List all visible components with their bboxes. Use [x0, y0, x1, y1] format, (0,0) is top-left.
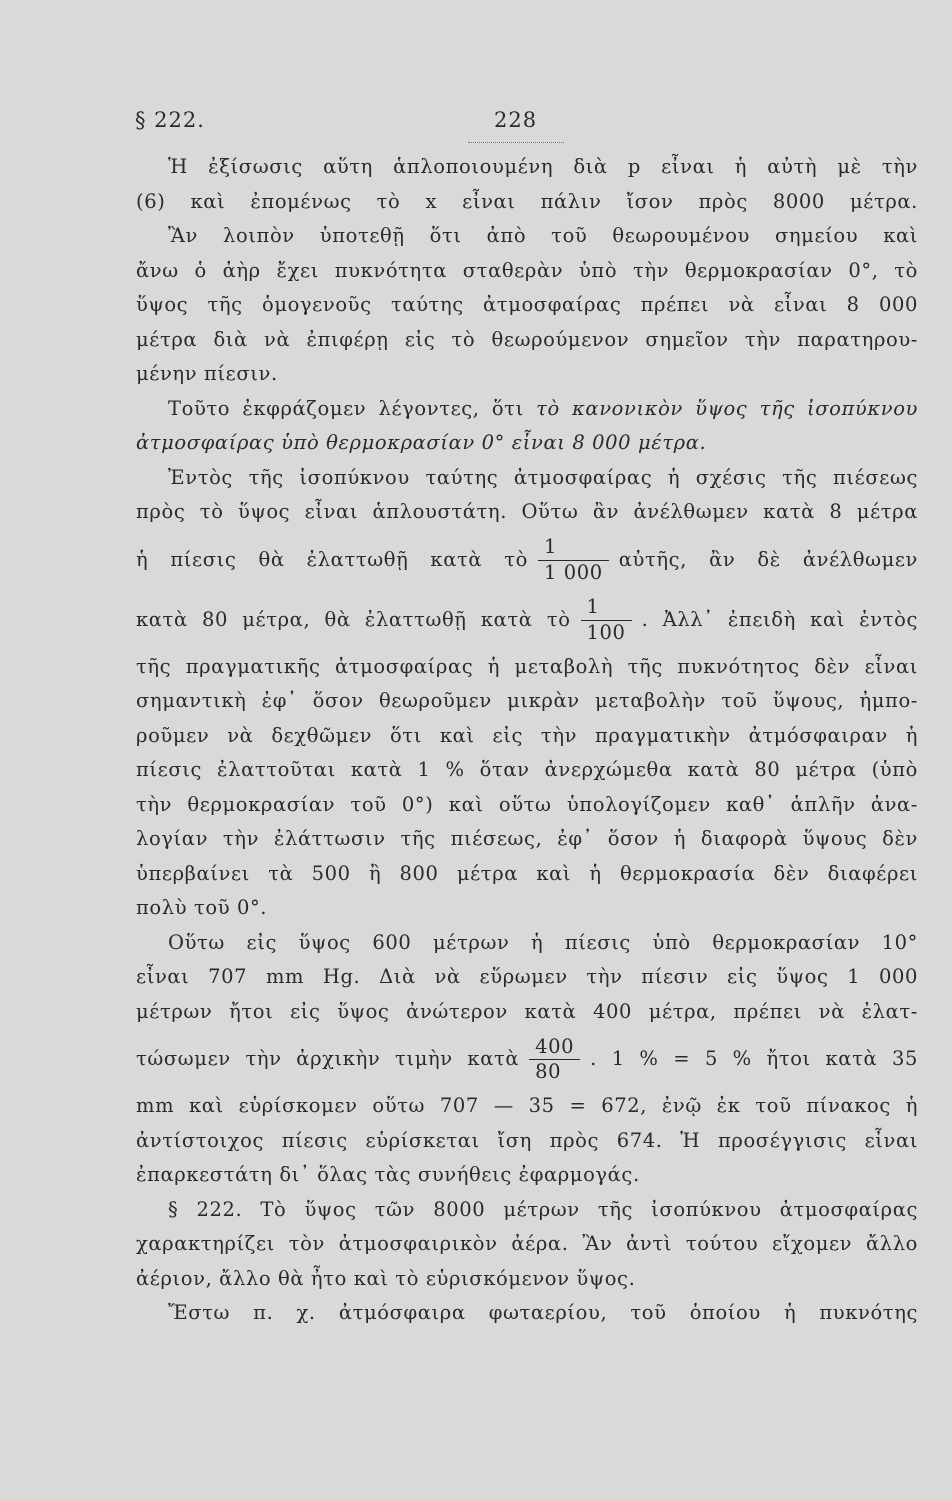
line-text: πρὸς τὸ ὕψος εἶναι ἁπλουστάτη. Οὕτω ἂν ἀνέλθωμεν κατὰ 8 μέτρα [136, 500, 918, 523]
line-text: Ἔστω π. χ. ἀτμόσφαιρα φωταερίου, τοῦ ὁποίου ἡ πυκνότης [168, 1301, 918, 1324]
text-line [136, 684, 918, 719]
fraction-denominator: 100 [586, 620, 626, 644]
text-line [136, 150, 918, 185]
text-line [136, 650, 918, 685]
line-text: πίεσις ἐλαττοῦται κατὰ 1 % ὅταν ἀνερχώμεθα κατὰ 80 μέτρα (ὑπὸ [136, 758, 918, 781]
text-line [136, 1296, 918, 1331]
fraction-numerator: 1 [538, 537, 609, 560]
text-line [136, 719, 918, 754]
line-text-italic: τὸ κανονικὸν ὕψος τῆς ἰσοπύκνου [536, 396, 918, 420]
text-line [136, 753, 918, 788]
body-text [136, 150, 918, 1331]
text-line [136, 288, 918, 323]
line-text: ἀέριον, ἄλλο θὰ ἦτο καὶ τὸ εὑρισκόμενον ὕψος. [136, 1266, 636, 1290]
line-text: μέτρα διὰ νὰ ἐπιφέρῃ εἰς τὸ θεωρούμενον σημεῖον τὴν παρατηρου- [136, 327, 918, 351]
text-line [136, 1089, 918, 1124]
line-text-before-fraction: κατὰ 80 μέτρα, θὰ ἐλαττωθῇ κατὰ τὸ [136, 607, 571, 631]
header-rule [468, 142, 564, 143]
line-text: εἶναι 707 mm Hg. Διὰ νὰ εὕρωμεν τὴν πίεσιν εἰς ὕψος 1 000 [136, 965, 918, 988]
line-text: χαρακτηρίζει τὸν ἀτμοσφαιρικὸν ἀέρα. Ἂν ἀντὶ τούτου εἴχομεν ἄλλο [136, 1232, 918, 1255]
fraction-denominator: 80 [535, 1060, 562, 1083]
line-text-after-fraction: αὐτῆς, ἂν δὲ ἀνέλθωμεν [618, 547, 919, 571]
text-line [136, 1124, 918, 1159]
text-line [136, 185, 918, 220]
text-line [136, 495, 918, 530]
text-line [136, 392, 918, 427]
line-text-before-fraction: ἡ πίεσις θὰ ἐλαττωθῇ κατὰ τὸ [136, 547, 528, 571]
line-text-after-fraction: . 1 % = 5 % ἤτοι κατὰ 35 [590, 1047, 918, 1070]
text-line [136, 219, 918, 254]
text-line [136, 822, 918, 857]
line-text: Τοῦτο ἐκφράζομεν λέγοντες, ὅτι [168, 396, 524, 420]
line-text: ὕψος τῆς ὁμογενοῦς ταύτης ἀτμοσφαίρας πρέπει νὰ εἶναι 8 000 [136, 293, 918, 316]
text-line [136, 254, 918, 289]
text-line [136, 891, 918, 926]
section-mark: § 222. [135, 108, 205, 132]
line-text: ὑπερβαίνει τὰ 500 ἢ 800 μέτρα καὶ ἡ θερμοκρασία δὲν διαφέρει [136, 861, 918, 885]
line-text-after-fraction: . Ἀλλ᾽ ἐπειδὴ καὶ ἐντὸς [641, 607, 919, 631]
running-head [0, 108, 952, 138]
text-line [136, 1158, 918, 1193]
text-line [136, 461, 918, 496]
text-line [136, 1227, 918, 1262]
line-text: τὴν θερμοκρασίαν τοῦ 0°) καὶ οὕτω ὑπολογίζομεν καθ᾽ ἁπλῆν ἀνα- [136, 792, 918, 816]
line-text: μένην πίεσιν. [136, 362, 278, 385]
text-line [136, 1193, 918, 1228]
text-line [136, 960, 918, 995]
line-text-italic: ἀτμοσφαίρας ὑπὸ θερμοκρασίαν 0° εἶναι 8 000 μέτρα. [136, 431, 707, 454]
text-line [136, 590, 918, 650]
line-text: ἐπαρκεστάτη δι᾽ ὅλας τὰς συνήθεις ἐφαρμογάς. [136, 1163, 640, 1186]
text-line [136, 788, 918, 823]
fraction [538, 537, 609, 583]
text-line [136, 926, 918, 961]
text-line [136, 530, 918, 590]
line-text-before-fraction: τώσωμεν τὴν ἀρχικὴν τιμὴν κατὰ [136, 1047, 520, 1070]
fraction [581, 597, 632, 643]
line-text: πολὺ τοῦ 0°. [136, 896, 268, 919]
line-text: μέτρων ἤτοι εἰς ὕψος ἀνώτερον κατὰ 400 μέτρα, πρέπει νὰ ἐλατ- [136, 999, 918, 1023]
text-line [136, 1262, 918, 1297]
line-text: σημαντικὴ ἐφ᾽ ὅσον θεωροῦμεν μικρὰν μεταβολὴν τοῦ ὕψους, ἠμπο- [136, 689, 918, 712]
line-text: τῆς πραγματικῆς ἀτμοσφαίρας ἡ μεταβολὴ τῆς πυκνότητος δὲν εἶναι [136, 654, 918, 678]
line-text: ἀντίστοιχος πίεσις εὑρίσκεται ἴση πρὸς 674. Ἡ προσέγγισις εἶναι [136, 1128, 918, 1152]
line-text: ἄνω ὁ ἀὴρ ἔχει πυκνότητα σταθερὰν ὑπὸ τὴν θερμοκρασίαν 0°, τὸ [136, 258, 918, 282]
line-text: (6) καὶ ἐπομένως τὸ x εἶναι πάλιν ἴσον πρὸς 8000 μέτρα. [136, 189, 918, 213]
text-line [136, 426, 918, 461]
line-text: Ἡ ἐξίσωσις αὕτη ἁπλοποιουμένη διὰ p εἶναι ἡ αὐτὴ μὲ τὴν [168, 155, 918, 178]
line-text: mm καὶ εὑρίσκομεν οὕτω 707 — 35 = 672, ἐνῷ ἐκ τοῦ πίνακος ἡ [136, 1094, 918, 1117]
line-text: λογίαν τὴν ἐλάττωσιν τῆς πιέσεως, ἐφ᾽ ὅσον ἡ διαφορὰ ὕψους δὲν [136, 827, 918, 850]
text-line [136, 857, 918, 892]
fraction-numerator: 400 [529, 1037, 580, 1060]
text-line [136, 995, 918, 1030]
line-text: Οὕτω εἰς ὕψος 600 μέτρων ἡ πίεσις ὑπὸ θερμοκρασίαν 10° [168, 930, 918, 954]
fraction-denominator: 1 000 [543, 560, 603, 584]
line-text: ροῦμεν νὰ δεχθῶμεν ὅτι καὶ εἰς τὴν πραγματικὴν ἀτμόσφαιραν ἡ [136, 723, 918, 747]
text-line [136, 1029, 918, 1089]
fraction [529, 1034, 580, 1083]
line-text: Ἂν λοιπὸν ὑποτεθῇ ὅτι ἀπὸ τοῦ θεωρουμένου σημείου καὶ [168, 224, 918, 247]
line-text: § 222. Τὸ ὕψος τῶν 8000 μέτρων τῆς ἰσοπύκνου ἀτμοσφαίρας [168, 1197, 918, 1221]
line-text: Ἐντὸς τῆς ἰσοπύκνου ταύτης ἀτμοσφαίρας ἡ σχέσις τῆς πιέσεως [168, 465, 918, 489]
text-line [136, 357, 918, 392]
text-line [136, 323, 918, 358]
fraction-numerator: 1 [581, 597, 632, 620]
page-number: 228 [494, 108, 538, 132]
